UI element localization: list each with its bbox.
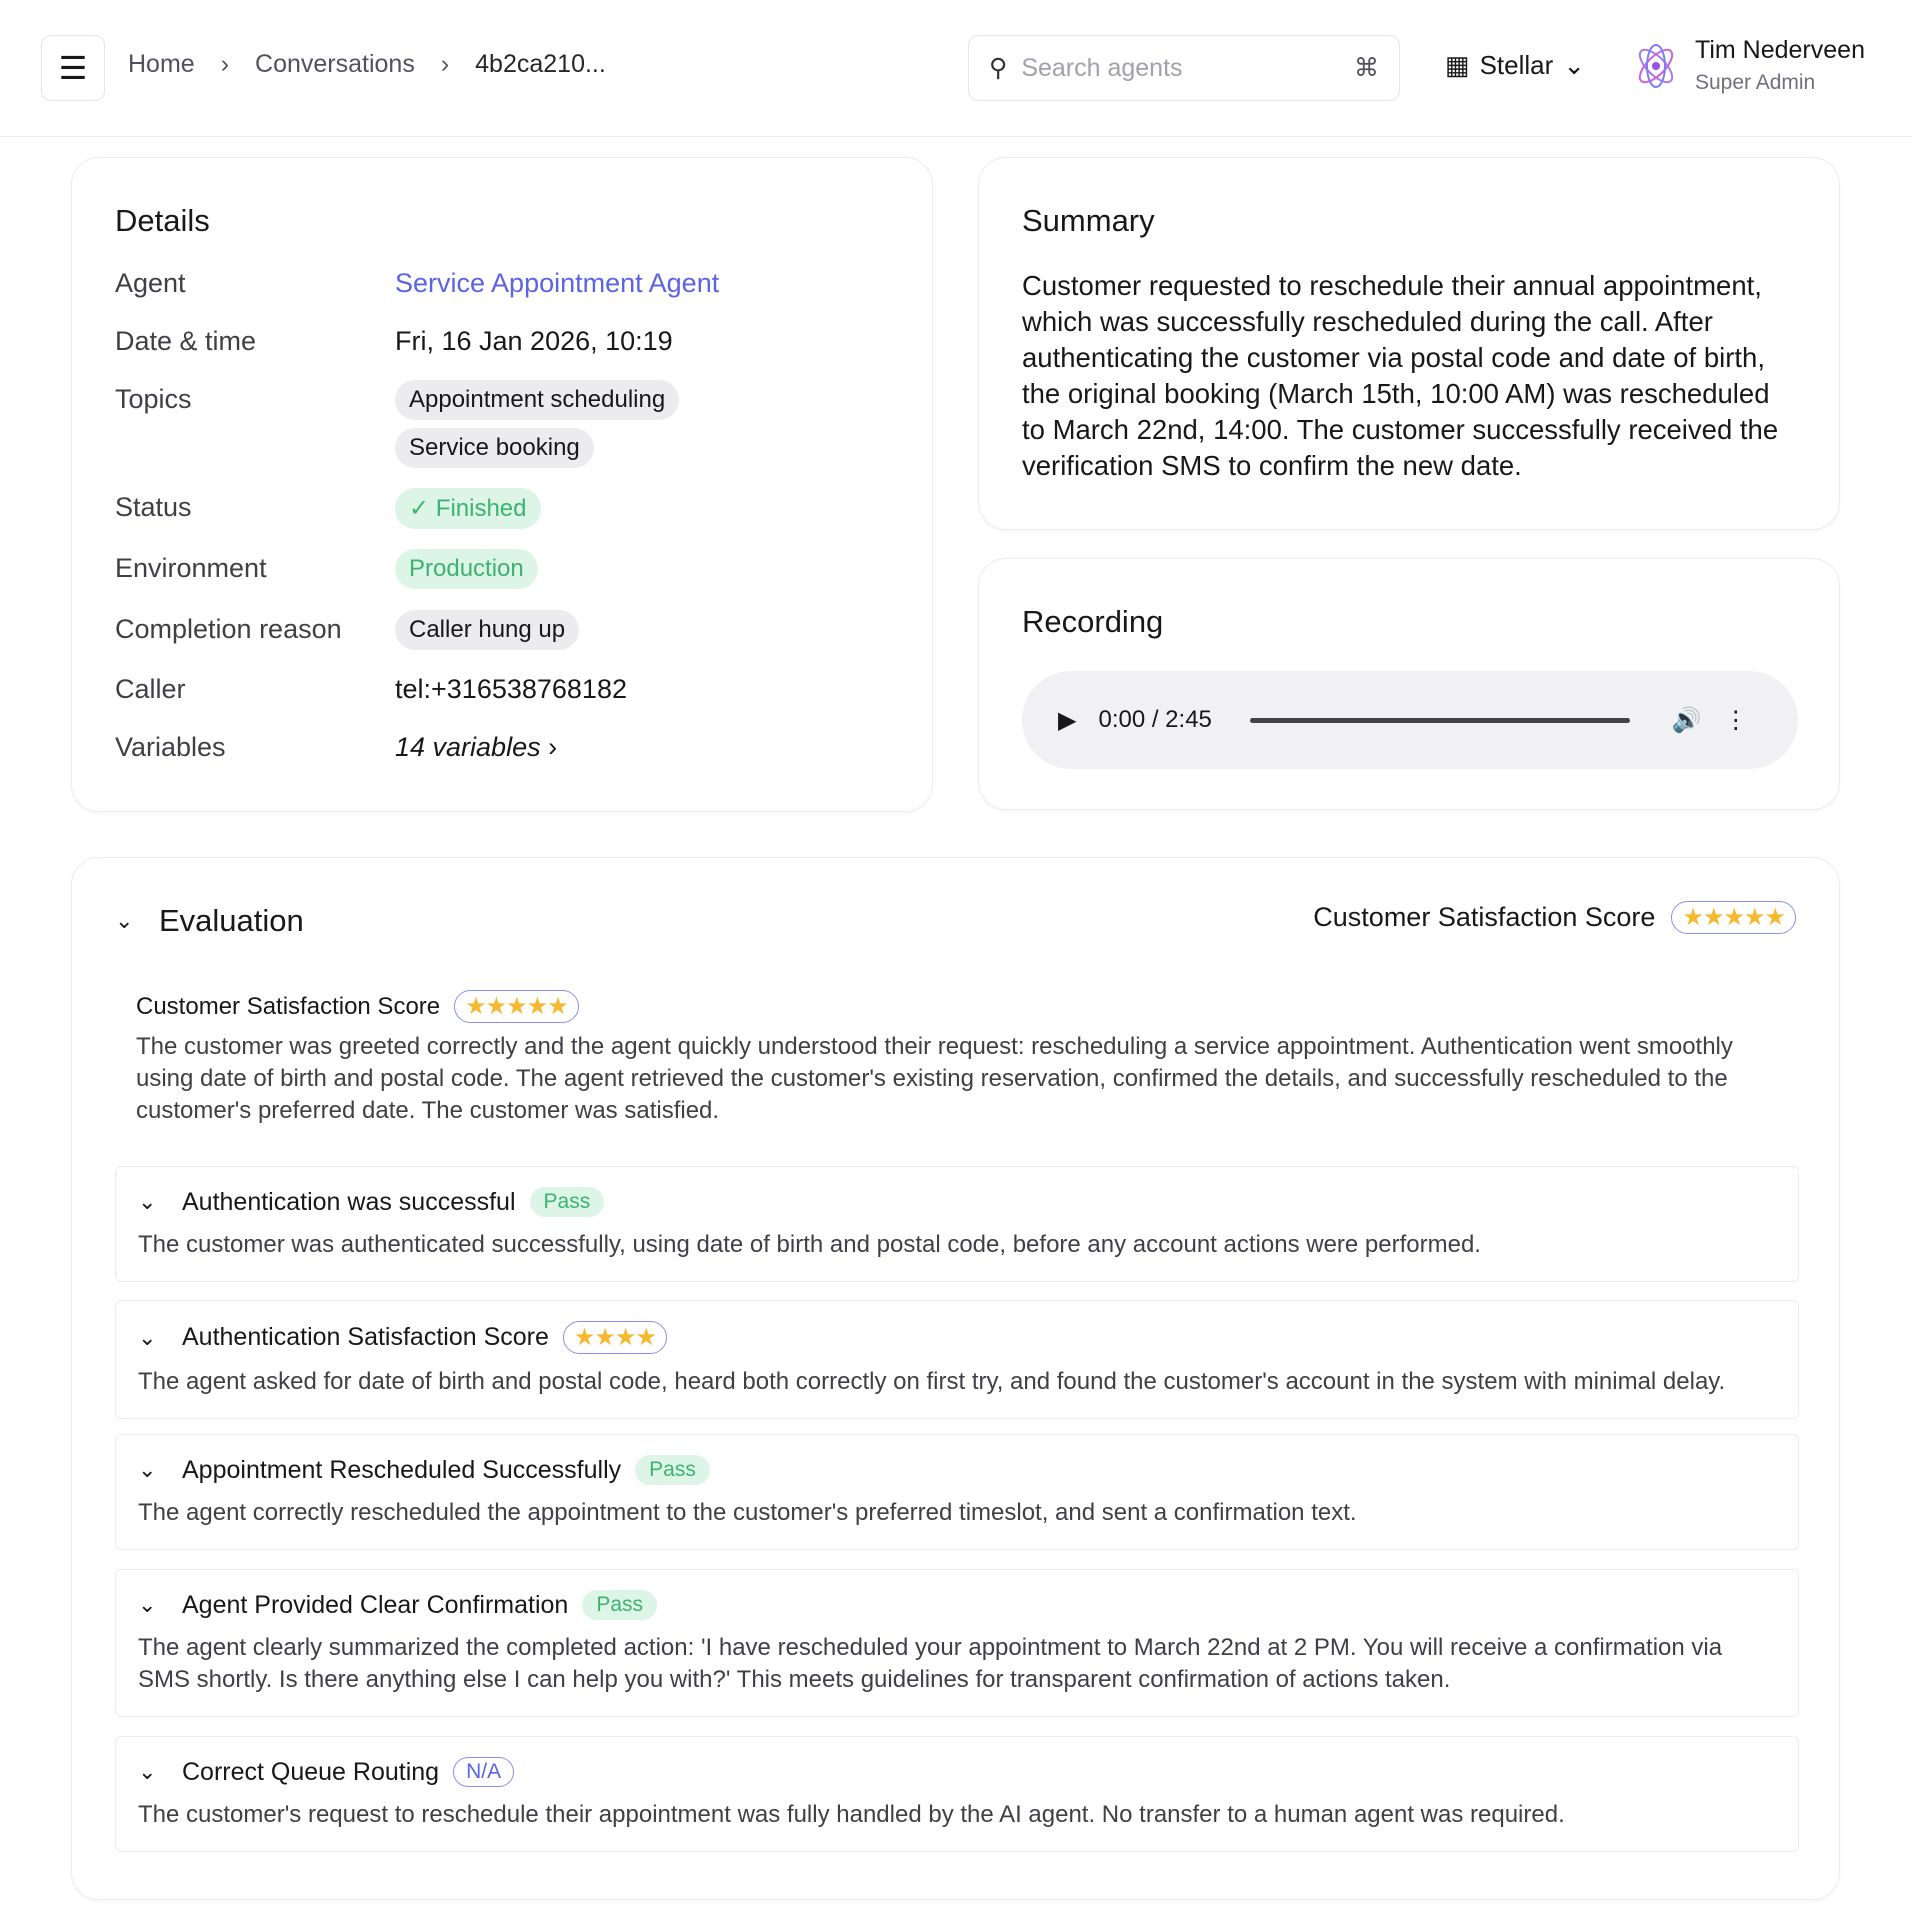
pass-badge: Pass (635, 1455, 710, 1485)
label-variables: Variables (115, 732, 226, 762)
pass-badge: Pass (530, 1187, 605, 1217)
chevron-right-icon: › (548, 732, 558, 762)
recording-title: Recording (1022, 604, 1164, 639)
environment-badge: Production (395, 549, 538, 589)
top-bar (0, 0, 1912, 137)
topic-chip: Appointment scheduling (395, 380, 679, 420)
audio-player (1022, 671, 1798, 769)
search-input[interactable] (968, 35, 1400, 101)
star-rating: ★★★★ (563, 1321, 667, 1354)
chevron-down-icon: ⌄ (138, 1592, 157, 1617)
criterion-item[interactable]: ⌄ Authentication Satisfaction Score ★★★★ The agent asked for date of birth and postal code, heard both correctly on first try, and found the customer's account in the system with minimal delay. (115, 1300, 1799, 1419)
label-completion: Completion reason (115, 614, 342, 644)
criterion-item[interactable]: ⌄ Appointment Rescheduled Successfully Pass The agent correctly rescheduled the appointment to the customer's preferred timeslot, and sent a confirmation text. (115, 1434, 1799, 1550)
evaluation-toggle[interactable] (115, 903, 304, 939)
breadcrumb (128, 50, 606, 79)
caller-value: tel:+316538768182 (395, 674, 627, 704)
org-switcher[interactable] (1445, 50, 1585, 81)
breadcrumb-conversations[interactable]: Conversations (255, 50, 415, 78)
chevron-down-icon: ⌄ (138, 1189, 157, 1214)
time-display: 0:00 / 2:45 (1098, 706, 1212, 733)
label-agent: Agent (115, 268, 186, 298)
details-card (71, 157, 933, 812)
details-title: Details (115, 203, 210, 238)
na-badge: N/A (453, 1757, 514, 1787)
label-caller: Caller (115, 674, 186, 704)
user-menu[interactable] (1633, 36, 1865, 95)
status-badge: ✓ Finished (395, 488, 541, 529)
chevron-right-icon: › (440, 50, 450, 78)
user-role: Super Admin (1695, 71, 1816, 94)
breadcrumb-current: 4b2ca210... (475, 50, 606, 78)
play-icon[interactable]: ▶ (1058, 706, 1077, 734)
chevron-down-icon: ⌄ (138, 1457, 157, 1482)
evaluation-title: Evaluation (159, 903, 304, 938)
main-score-text: The customer was greeted correctly and the agent quickly understood their request: rescheduling a service appointment. Authentication went smoothly using date of birth and postal code. The agent retrieved the customer's existing reservation, confirmed the details, and successfully rescheduled to the customer's preferred date. The customer was satisfied. (136, 1033, 1733, 1124)
search-icon: ⚲ (989, 54, 1008, 82)
chevron-down-icon: ⌄ (138, 1324, 157, 1350)
completion-badge: Caller hung up (395, 610, 579, 650)
more-options-icon[interactable]: ⋮ (1723, 706, 1748, 734)
criterion-item[interactable]: ⌄ Authentication was successful Pass The customer was authenticated successfully, using date of birth and postal code, before any account actions were performed. (115, 1166, 1799, 1282)
atom-avatar-icon (1633, 43, 1679, 89)
label-status: Status (115, 492, 192, 522)
command-key-icon: ⌘ (1354, 54, 1379, 82)
volume-icon[interactable]: 🔊 (1671, 706, 1702, 734)
chevron-down-icon: ⌄ (1563, 50, 1586, 80)
breadcrumb-home[interactable]: Home (128, 50, 195, 78)
summary-card (978, 157, 1840, 530)
menu-button[interactable] (41, 35, 105, 101)
criterion-item[interactable]: ⌄ Agent Provided Clear Confirmation Pass The agent clearly summarized the completed action: 'I have rescheduled your appointment to March 22nd at 2 PM. You will receive a confirmation via SMS shortly. Is there anything else I can help you with?' This meets guidelines for transparent confirmation of actions taken. (115, 1569, 1799, 1717)
pass-badge: Pass (582, 1590, 657, 1620)
summary-title: Summary (1022, 203, 1155, 238)
date-value: Fri, 16 Jan 2026, 10:19 (395, 326, 673, 356)
star-rating: ★★★★★ (454, 990, 579, 1023)
hamburger-icon: ☰ (58, 50, 88, 86)
star-rating: ★★★★★ (1671, 901, 1796, 934)
variables-link[interactable]: 14 variables › (395, 732, 558, 762)
agent-link[interactable]: Service Appointment Agent (395, 268, 720, 298)
header-score-label: Customer Satisfaction Score (1313, 902, 1656, 932)
main-score-title: Customer Satisfaction Score (136, 992, 441, 1020)
label-environment: Environment (115, 553, 267, 583)
progress-slider[interactable] (1250, 718, 1630, 723)
chevron-down-icon: ⌄ (138, 1759, 157, 1784)
chevron-right-icon: › (220, 50, 230, 78)
label-date: Date & time (115, 326, 257, 356)
criterion-item[interactable]: ⌄ Correct Queue Routing N/A The customer's request to reschedule their appointment was fully handled by the AI agent. No transfer to a human agent was required. (115, 1736, 1799, 1852)
summary-text: Customer requested to reschedule their annual appointment, which was successfully rescheduled during the call. After authenticating the customer via postal code and date of birth, the original booking (March 15th, 10:00 AM) was rescheduled to March 22nd, 14:00. The customer successfully received the verification SMS to confirm the new date. (1022, 270, 1779, 481)
label-topics: Topics (115, 384, 192, 414)
evaluation-card (71, 857, 1840, 1900)
building-icon: ▦ (1445, 50, 1470, 80)
chevron-down-icon: ⌄ (115, 908, 134, 933)
topic-chip: Service booking (395, 428, 594, 468)
org-name: Stellar (1479, 50, 1554, 80)
user-name: Tim Nederveen (1695, 36, 1865, 64)
search-placeholder: Search agents (1021, 53, 1183, 82)
check-circle-icon: ✓ (409, 495, 436, 522)
recording-card (978, 558, 1840, 810)
